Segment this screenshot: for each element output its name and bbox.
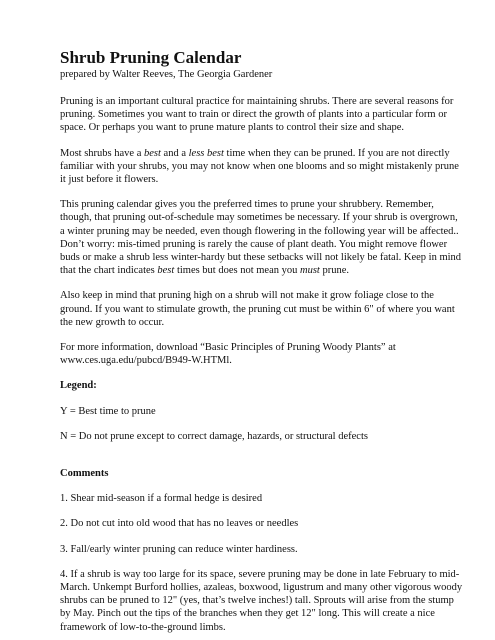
text-run: Most shrubs have a <box>60 147 144 159</box>
emphasis-best: best <box>144 147 161 159</box>
emphasis-less-best: less best <box>188 147 224 159</box>
emphasis-must: must <box>300 265 320 277</box>
spacer <box>60 455 465 467</box>
more-info-paragraph: For more information, download “Basic Principles of Pruning Woody Plants” at www.ces.uga.edu/pubcd/B949-W.HTMl. <box>60 342 396 367</box>
page-title: Shrub Pruning Calendar <box>60 48 242 67</box>
text-run: prune. <box>319 265 350 277</box>
comment-4: 4. If a shrub is way too large for its space, severe pruning may be done in late February to mid-March. Unkempt Burford hollies, azaleas, boxwood, ligustrum and many other vigorous woody shrubs can be pruned to 12" (yes, that’s twelve inches!) tall. Sprouts will arise from the stump by May. Pinch out the tips of the branches when they get 12" long. This will create a nice framework of low-to-the-ground limbs. <box>60 568 463 633</box>
calendar-paragraph <box>60 198 465 277</box>
comments-heading: Comments <box>60 468 109 480</box>
text-run: This pruning calendar gives you the preferred times to prune your shrubbery. Remember, though, that pruning out-of-schedule may sometimes be necessary. If your shrub is overgrown, a winter pruning may be needed, even though flowering in the following year will be affected.. Don’t worry: mis-timed pruning is rarely the cause of plant death. You might remove flower buds or make a shrub less winter-hardy but these setbacks will not likely be fatal. Keep in mind that the chart indicates <box>60 199 462 277</box>
text-run: and a <box>160 147 189 159</box>
comment-3: 3. Fall/early winter pruning can reduce winter hardiness. <box>60 543 298 555</box>
best-time-paragraph <box>60 147 465 187</box>
legend-n: N = Do not prune except to correct damage, hazards, or structural defects <box>60 430 368 442</box>
emphasis-best: best <box>157 265 175 277</box>
legend-y: Y = Best time to prune <box>60 405 156 417</box>
text-run: times but does not mean you <box>174 265 301 277</box>
comment-2: 2. Do not cut into old wood that has no leaves or needles <box>60 518 299 530</box>
comment-1: 1. Shear mid-season if a formal hedge is desired <box>60 493 263 505</box>
legend-heading: Legend: <box>60 380 97 392</box>
intro-paragraph: Pruning is an important cultural practice for maintaining shrubs. There are several reasons for pruning. Sometimes you want to train or direct the growth of plants into a particular form or space. Or perhaps you want to prune mature plants to control their size and shape. <box>60 96 454 134</box>
growth-paragraph: Also keep in mind that pruning high on a shrub will not make it grow foliage close to the ground. If you want to stimulate growth, the pruning cut must be within 6" of where you want the new growth to occur. <box>60 290 455 328</box>
text-run: time when they can be pruned. If you are not directly familiar with your shrubs, you may not know when one blooms and so might mistakenly prune it just before it flowers. <box>60 147 459 186</box>
byline: prepared by Walter Reeves, The Georgia Gardener <box>60 69 273 80</box>
